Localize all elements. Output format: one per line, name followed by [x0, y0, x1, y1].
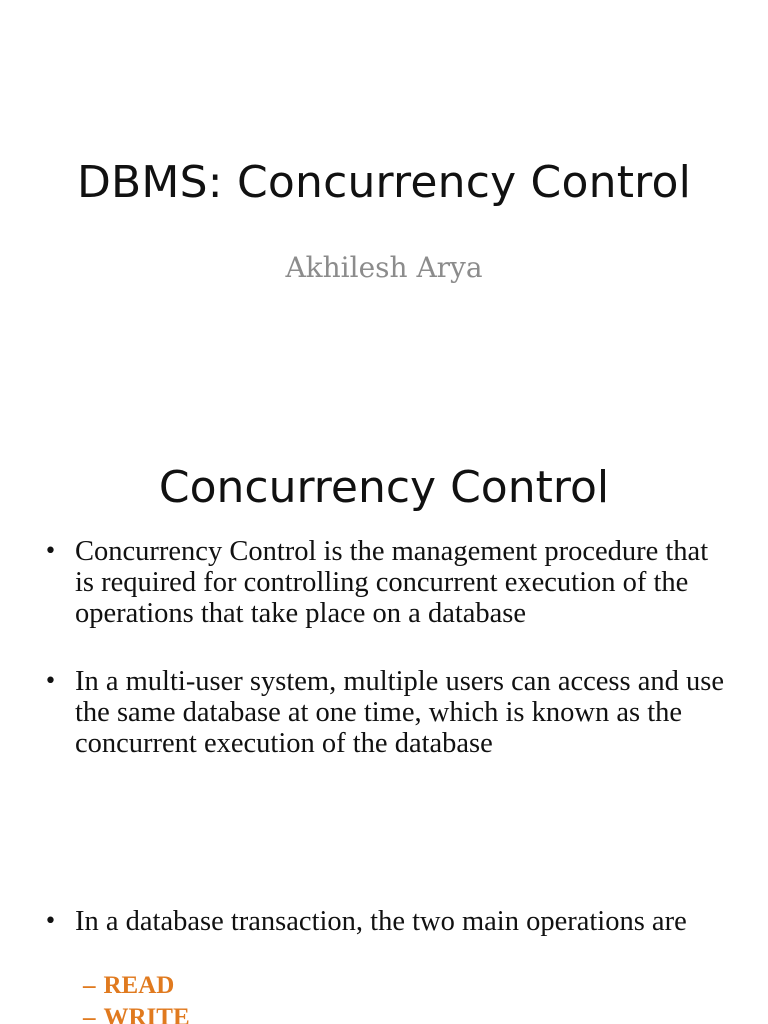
sub-item-write: [83, 1003, 190, 1024]
sub-item-read: [83, 971, 174, 1001]
slide-heading: Concurrency Control: [158, 462, 610, 513]
dash-icon: –: [83, 1004, 96, 1024]
sub-item-label: READ: [103, 972, 175, 999]
bullet-dot-icon: •: [44, 909, 57, 934]
bullet-dot-icon: •: [44, 669, 57, 694]
bullet-item: [44, 666, 734, 759]
dash-icon: –: [83, 972, 96, 999]
bullet-text: In a database transaction, the two main operations are: [75, 906, 687, 937]
title-slide: [0, 0, 768, 432]
bullet-item: [44, 906, 734, 937]
content-slide: [0, 432, 768, 1024]
sub-item-label: WRITE: [103, 1004, 190, 1024]
bullet-item: [44, 536, 734, 629]
slide-title: DBMS: Concurrency Control: [76, 157, 692, 208]
bullet-text: In a multi-user system, multiple users can access and use the same database at one time, which is known as the concurrent execution of the database: [75, 666, 724, 759]
bullet-dot-icon: •: [44, 539, 57, 564]
author-name: Akhilesh Arya: [285, 251, 483, 284]
bullet-text: Concurrency Control is the management procedure that is required for controlling concurrent execution of the operations that take place on a database: [75, 536, 709, 629]
